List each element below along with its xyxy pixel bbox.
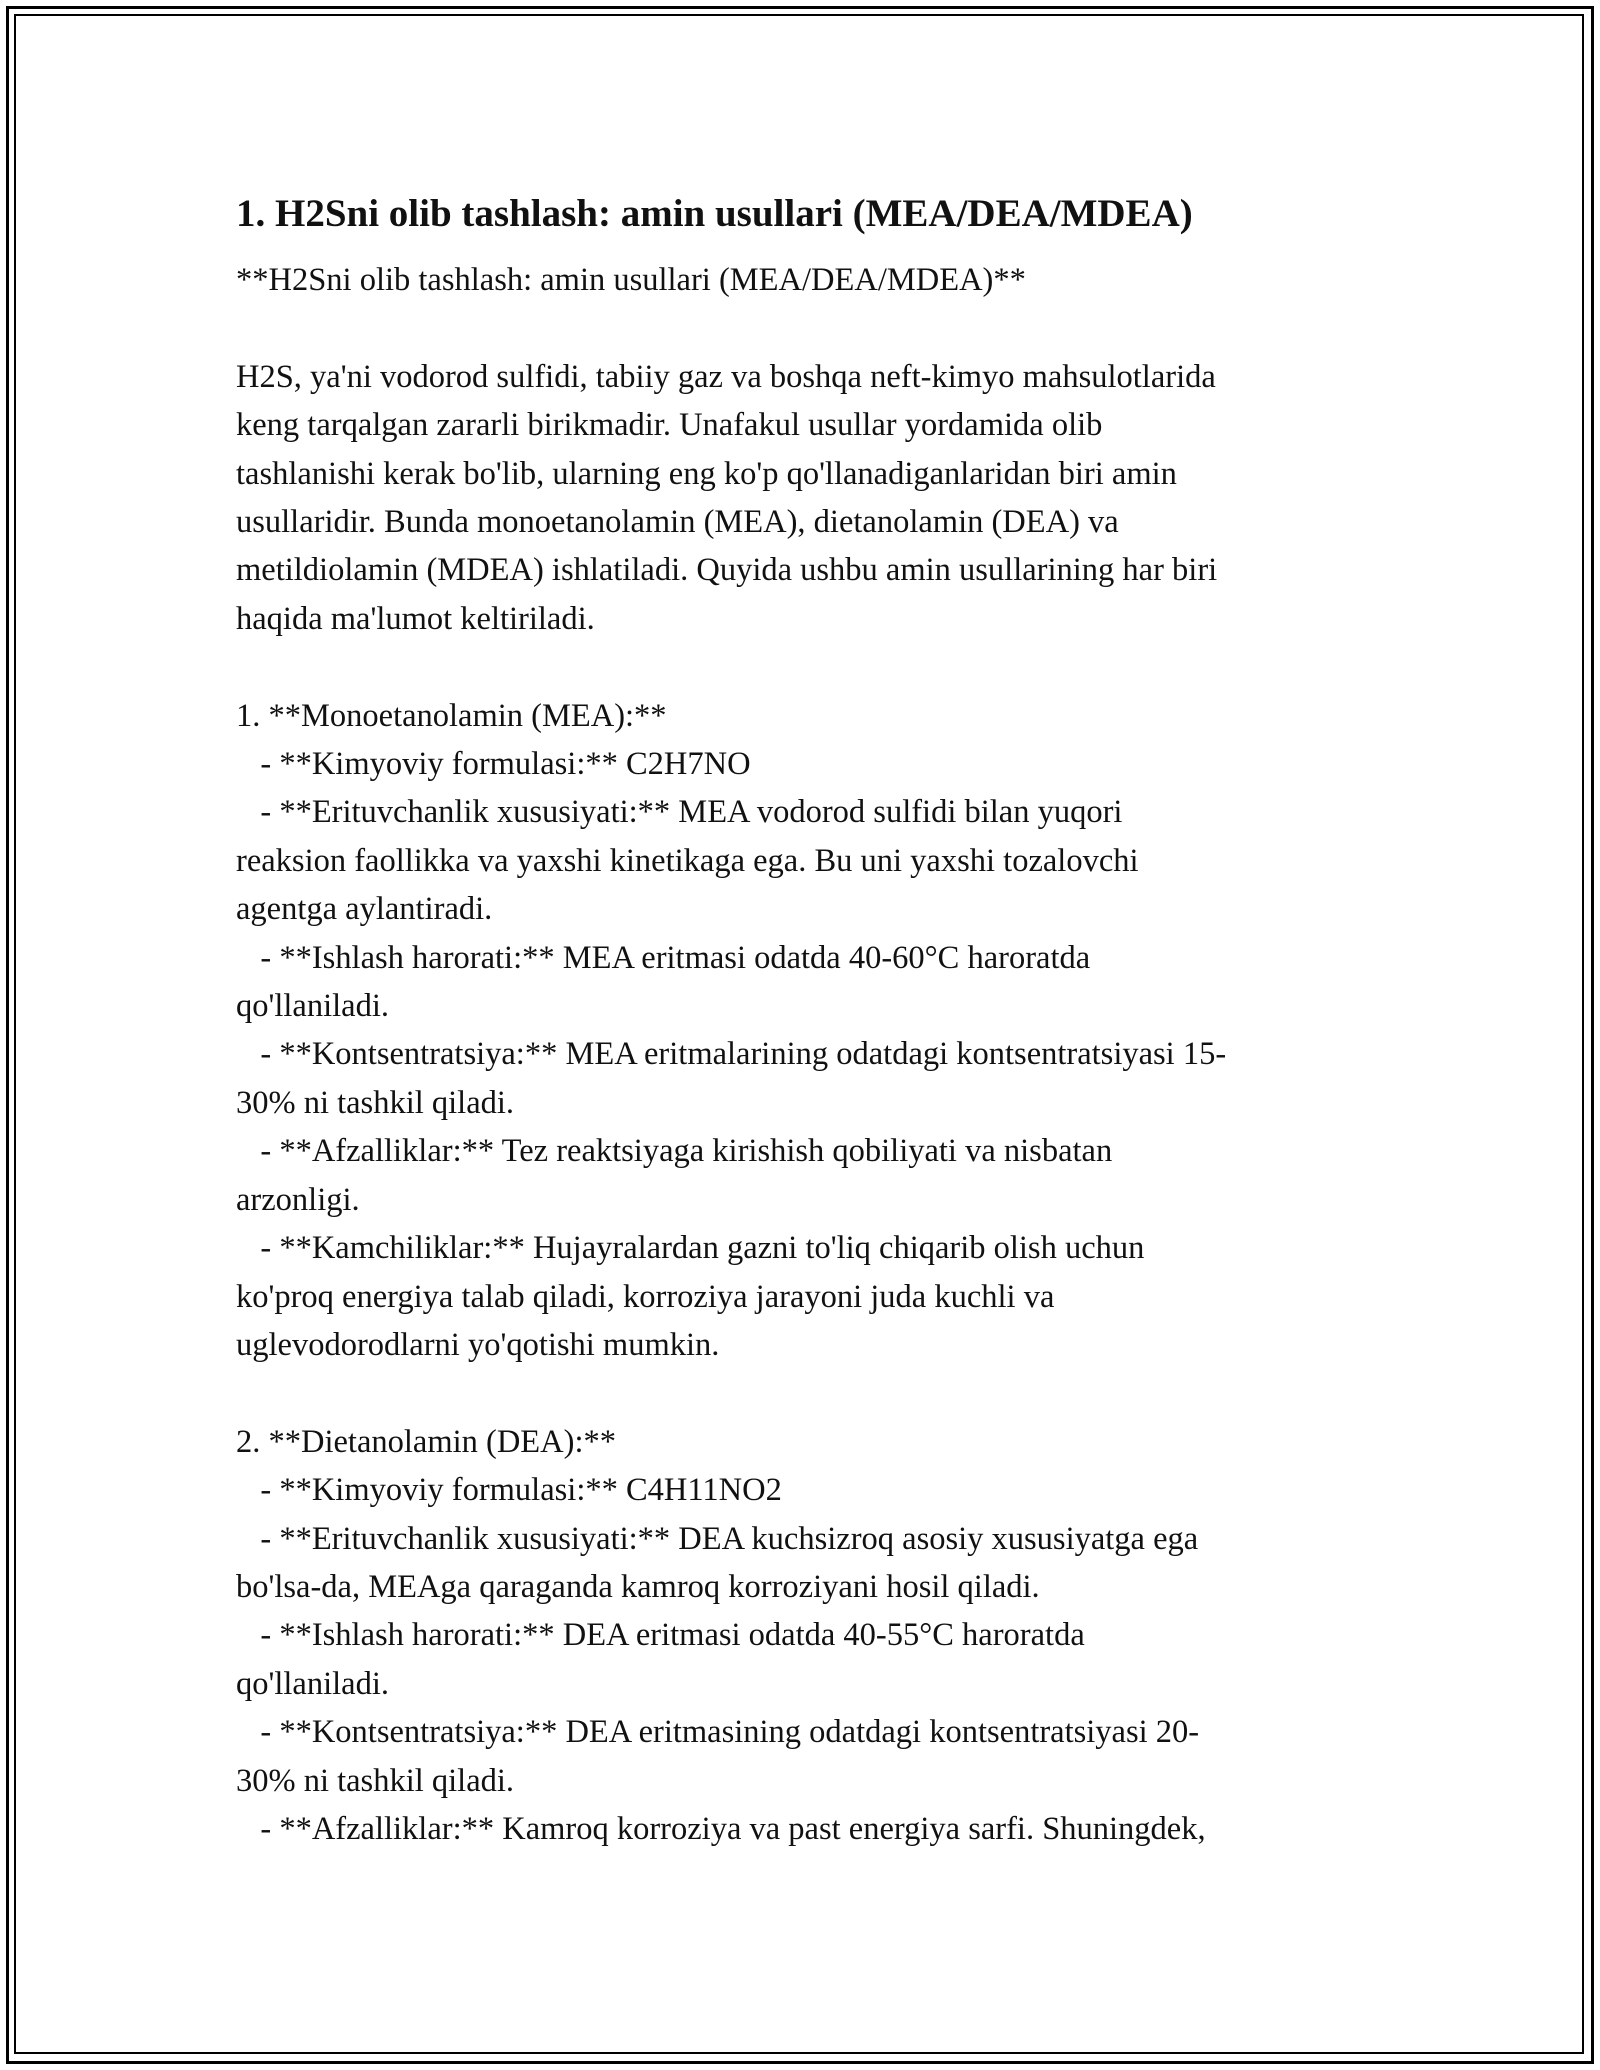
text-line: - **Ishlash harorati:** DEA eritmasi odatda 40-55°C haroratda [236, 1617, 1085, 1654]
text-line: 2. **Dietanolamin (DEA):** [236, 1423, 616, 1460]
text-line: tashlanishi kerak bo'lib, ularning eng ko'p qo'llanadiganlaridan biri amin [236, 455, 1177, 492]
text-line: - **Kamchiliklar:** Hujayralardan gazni to'liq chiqarib olish uchun [236, 1230, 1145, 1267]
blank-line [236, 643, 1376, 691]
text-line: - **Erituvchanlik xususiyati:** MEA vodorod sulfidi bilan yuqori [236, 794, 1123, 831]
text-line: H2S, ya'ni vodorod sulfidi, tabiiy gaz va boshqa neft-kimyo mahsulotlarida [236, 358, 1216, 395]
text-line: - **Kimyoviy formulasi:** C2H7NO [236, 746, 751, 783]
text-line: - **Ishlash harorati:** MEA eritmasi odatda 40-60°C haroratda [236, 939, 1091, 976]
text-line: metildiolamin (MDEA) ishlatiladi. Quyida ushbu amin usullarining har biri [236, 552, 1218, 589]
text-line: - **Afzalliklar:** Kamroq korroziya va past energiya sarfi. Shuningdek, [236, 1810, 1206, 1847]
text-line: agentga aylantiradi. [236, 891, 493, 928]
text-line: 30% ni tashkil qiladi. [236, 1762, 515, 1799]
text-line: haqida ma'lumot keltiriladi. [236, 600, 595, 637]
text-line: keng tarqalgan zararli birikmadir. Unafakul usullar yordamida olib [236, 407, 1103, 444]
text-line: - **Kontsentratsiya:** DEA eritmasining odatdagi kontsentratsiyasi 20- [236, 1714, 1200, 1751]
text-line: ko'proq energiya talab qiladi, korroziya jarayoni juda kuchli va [236, 1278, 1055, 1315]
document-title: 1. H2Sni olib tashlash: amin usullari (MEA/DEA/MDEA) [236, 192, 1193, 235]
text-line: reaksion faollikka va yaxshi kinetikaga ega. Bu uni yaxshi tozalovchi [236, 842, 1139, 879]
text-line: bo'lsa-da, MEAga qaraganda kamroq korroziyani hosil qiladi. [236, 1568, 1040, 1605]
text-line: uglevodorodlarni yo'qotishi mumkin. [236, 1326, 720, 1363]
text-line: - **Erituvchanlik xususiyati:** DEA kuchsizroq asosiy xususiyatga ega [236, 1520, 1199, 1557]
text-line: - **Kontsentratsiya:** MEA eritmalarining odatdagi kontsentratsiyasi 15- [236, 1036, 1227, 1073]
document-body [236, 256, 1376, 1853]
document-content [236, 186, 1376, 1853]
text-line: 1. **Monoetanolamin (MEA):** [236, 697, 667, 734]
text-line: qo'llaniladi. [236, 988, 389, 1025]
text-line: - **Kimyoviy formulasi:** C4H11NO2 [236, 1472, 782, 1509]
text-line: arzonligi. [236, 1181, 360, 1218]
text-line: qo'llaniladi. [236, 1665, 389, 1702]
text-line: - **Afzalliklar:** Tez reaktsiyaga kirishish qobiliyati va nisbatan [236, 1133, 1113, 1170]
text-line: 30% ni tashkil qiladi. [236, 1084, 515, 1121]
blank-line [236, 304, 1376, 352]
text-line: usullaridir. Bunda monoetanolamin (MEA), dietanolamin (DEA) va [236, 504, 1119, 541]
text-line: **H2Sni olib tashlash: amin usullari (MEA/DEA/MDEA)** [236, 262, 1026, 298]
blank-line [236, 1369, 1376, 1417]
